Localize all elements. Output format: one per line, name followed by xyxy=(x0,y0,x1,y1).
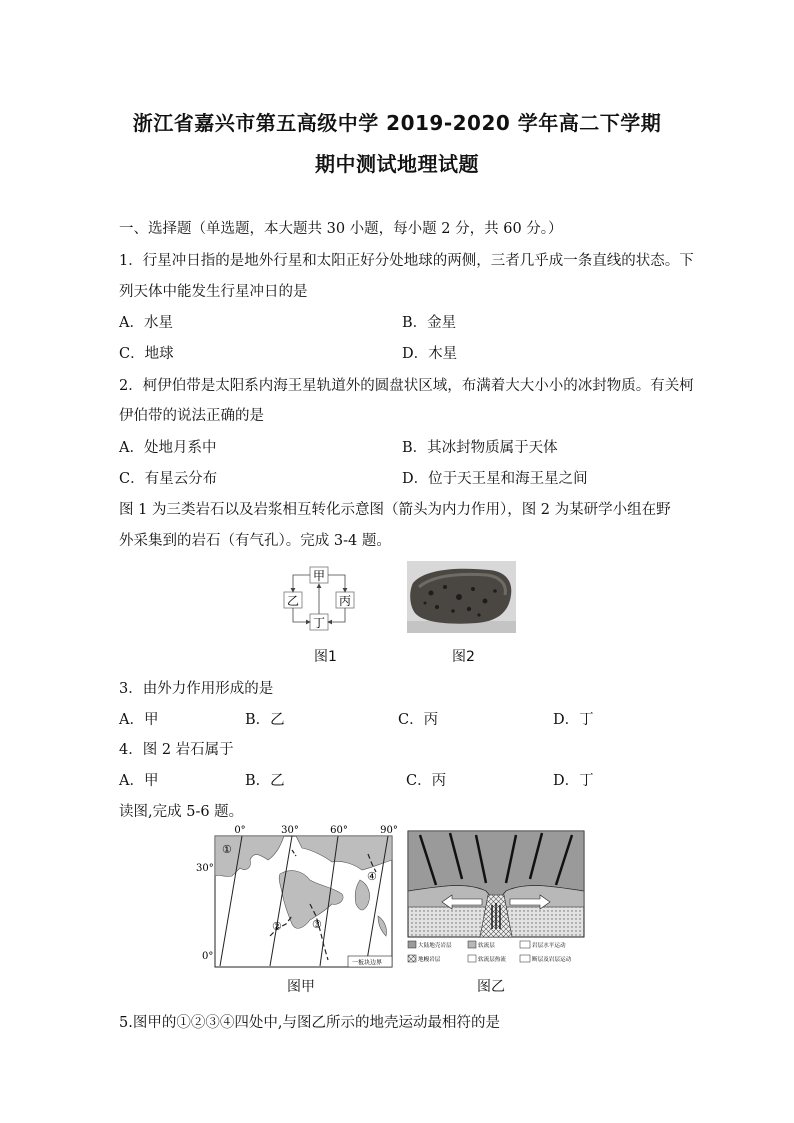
q4-option-d: D．丁 xyxy=(553,773,594,789)
legend-crust-label: 大陆地壳岩层 xyxy=(418,943,452,949)
node-jia-label: 甲 xyxy=(312,569,326,583)
q4-stem: 4．图 2 岩石属于 xyxy=(119,742,234,758)
legend-heatflow-label: 软流层热流 xyxy=(478,957,506,963)
q4-option-c: C．丙 xyxy=(406,773,447,789)
q1-stem-line1: 1．行星冲日指的是地外行星和太阳正好分处地球的两侧，三者几乎成一条直线的状态。下 xyxy=(119,253,694,269)
figure-yi-caption: 图乙 xyxy=(477,979,505,995)
figure1-caption: 图1 xyxy=(314,649,337,665)
q34-intro-line2: 外采集到的岩石（有气孔）。完成 3-4 题。 xyxy=(119,533,391,549)
lat-0-label: 0° xyxy=(202,951,214,962)
map-legend-text: 一板块边界 xyxy=(352,959,383,967)
q2-stem-line1: 2．柯伊伯带是太阳系内海王星轨道外的圆盘状区域，布满着大大小小的冰封物质。有关柯 xyxy=(119,378,694,394)
legend-swatch-horizontal xyxy=(520,941,530,948)
node-ding-label: 丁 xyxy=(312,616,326,630)
q3-option-b: B．乙 xyxy=(245,712,285,728)
q3-option-a: A．甲 xyxy=(119,712,159,728)
rock-cycle-diagram xyxy=(278,562,362,634)
q4-option-b: B．乙 xyxy=(245,773,285,789)
lon-90-label: 90° xyxy=(380,825,398,836)
arrow-jia-yi xyxy=(293,575,310,592)
title-line-1: 浙江省嘉兴市第五高级中学 2019-2020 学年高二下学期 xyxy=(132,111,662,135)
q1-option-b: B．金星 xyxy=(402,315,457,331)
legend-swatch-asthenosphere xyxy=(468,941,476,948)
section-heading: 一、选择题（单选题，本大题共 30 小题，每小题 2 分，共 60 分。） xyxy=(119,221,563,237)
lat-30-label: 30° xyxy=(196,863,214,874)
figure-jia-caption: 图甲 xyxy=(287,979,315,995)
marker-2: ② xyxy=(272,920,282,933)
q5-stem: 5.图甲的①②③④四处中,与图乙所示的地壳运动最相符的是 xyxy=(119,1015,500,1031)
lon-30-label: 30° xyxy=(281,825,299,836)
q3-option-c: C．丙 xyxy=(398,712,439,728)
q2-option-b: B．其冰封物质属于天体 xyxy=(402,440,558,456)
q3-stem: 3．由外力作用形成的是 xyxy=(119,681,274,697)
legend-swatch-fault xyxy=(520,955,530,962)
legend-swatch-heatflow xyxy=(468,955,476,962)
legend-mantle-label: 地幔岩层 xyxy=(418,957,441,963)
q1-stem-line2: 列天体中能发生行星冲日的是 xyxy=(119,284,308,300)
porous-rock-photo xyxy=(407,561,516,633)
q56-intro: 读图,完成 5-6 题。 xyxy=(119,804,244,820)
q1-option-a: A．水星 xyxy=(119,315,173,331)
title-line-2: 期中测试地理试题 xyxy=(315,152,479,176)
q1-option-c: C．地球 xyxy=(119,346,174,362)
crust-movement-diagram xyxy=(406,829,586,974)
q2-stem-line2: 伊伯带的说法正确的是 xyxy=(119,408,264,424)
arrow-yi-ding xyxy=(293,608,310,622)
legend-horizontal-label: 岩层水平运动 xyxy=(532,943,566,949)
node-bing-label: 丙 xyxy=(338,594,352,608)
q2-option-d: D．位于天王星和海王星之间 xyxy=(402,471,588,487)
legend-swatch-crust xyxy=(408,941,416,948)
arrow-bing-ding xyxy=(328,608,345,622)
plate-boundary-map xyxy=(192,820,402,970)
legend-asthenosphere-label: 软流层 xyxy=(478,943,495,949)
lon-60-label: 60° xyxy=(330,825,348,836)
legend-swatch-mantle xyxy=(408,955,416,962)
q2-option-a: A．处地月系中 xyxy=(119,440,217,456)
arrow-jia-bing xyxy=(328,575,345,592)
marker-4: ④ xyxy=(367,870,377,883)
marker-1: ① xyxy=(222,843,232,856)
lon-0-label: 0° xyxy=(234,825,246,836)
q4-option-a: A．甲 xyxy=(119,773,159,789)
q1-option-d: D．木星 xyxy=(402,346,458,362)
q34-intro-line1: 图 1 为三类岩石以及岩浆相互转化示意图（箭头为内力作用），图 2 为某研学小组在野 xyxy=(119,502,671,518)
q2-option-c: C．有星云分布 xyxy=(119,471,218,487)
figure2-caption: 图2 xyxy=(452,649,475,665)
marker-3: ③ xyxy=(312,918,322,931)
node-yi-label: 乙 xyxy=(286,594,300,608)
legend-fault-label: 断层及岩层运动 xyxy=(532,957,572,963)
q3-option-d: D．丁 xyxy=(553,712,594,728)
